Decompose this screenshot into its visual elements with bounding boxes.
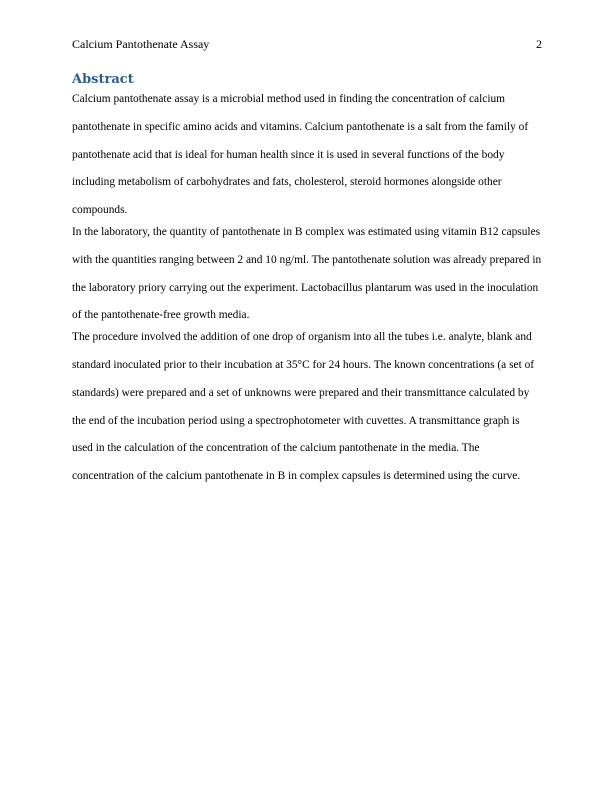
page-number: 2 [536,37,542,51]
running-head-title: Calcium Pantothenate Assay [72,37,210,51]
abstract-paragraph-3: The procedure involved the addition of one drop of organism into all the tubes i.e. analyte, blank and standard inoculated prior to their incubation at 35°C for 24 hours. The known concentrations (a set of standards) were prepared and a set of unknowns were prepared and their transmittance calculated by the end of the incubation period using a spectrophotometer with cuvettes. A transmittance graph is used in the calculation of the concentration of the calcium pantothenate in the media. The concentration of the calcium pantothenate in B in complex capsules is determined using the curve. [72,331,535,483]
page-header [72,36,542,52]
abstract-section [72,71,542,491]
abstract-paragraph-2: In the laboratory, the quantity of pantothenate in B complex was estimated using vitamin B12 capsules with the quantities ranging between 2 and 10 ng/ml. The pantothenate solution was already prepared in the laboratory priory carrying out the experiment. Lactobacillus plantarum was used in the inoculation of the pantothenate-free growth media. [72,225,542,322]
abstract-paragraph-1: Calcium pantothenate assay is a microbial method used in finding the concentration of calcium pantothenate in specific amino acids and vitamins. Calcium pantothenate is a salt from the family of pantothenate acid that is ideal for human health since it is used in several functions of the body including metabolism of carbohydrates and fats, cholesterol, steroid hormones alongside other compounds. [72,93,529,217]
abstract-heading: Abstract [72,72,134,87]
